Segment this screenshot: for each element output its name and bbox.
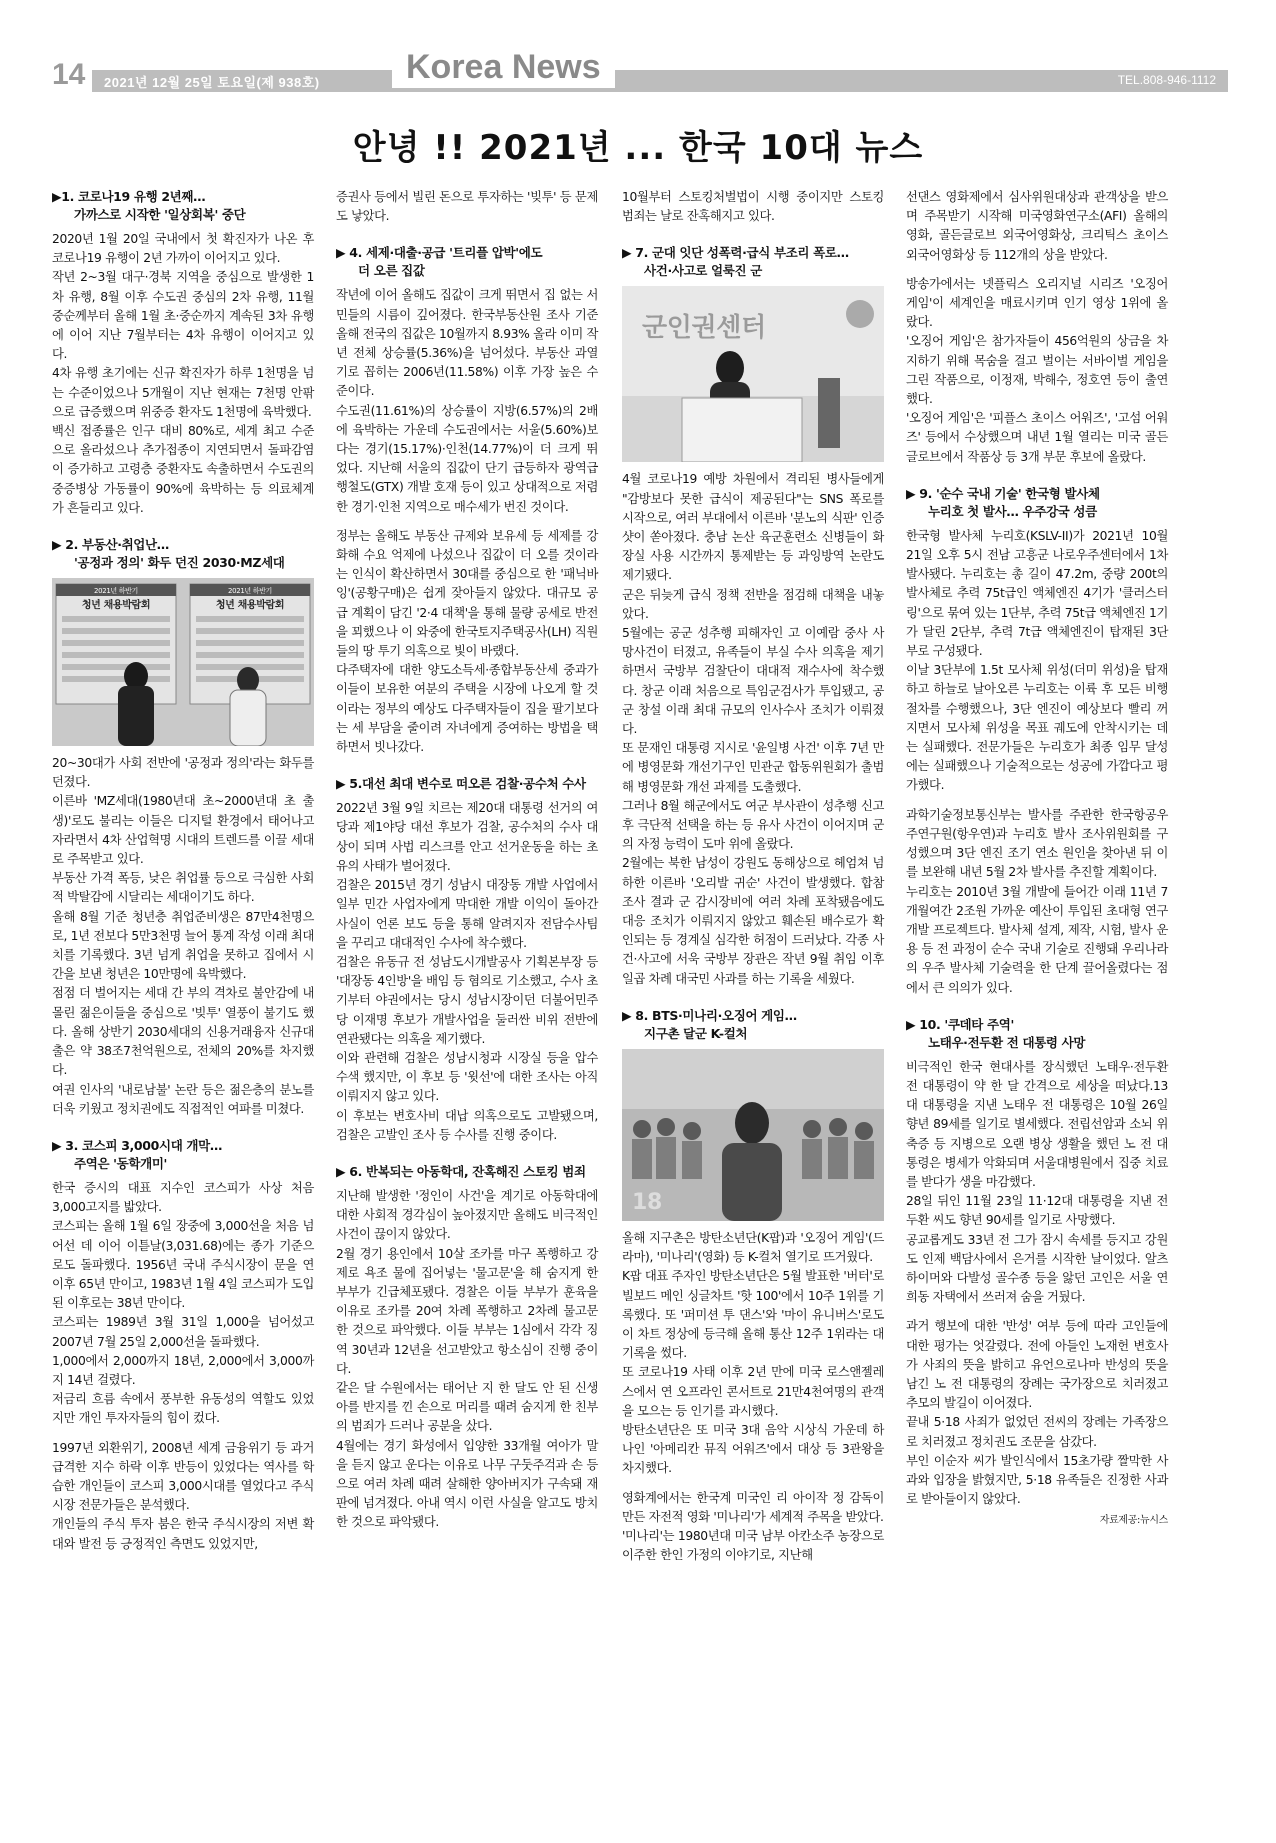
- paragraph: 누리호는 2010년 3월 개발에 들어간 이래 11년 7개월여간 2조원 가까운 예산이 투입된 초대형 연구개발 프로젝트다. 발사체 설계, 제작, 시험, 발사 운용 등 전 과정이 순수 국내 기술로 진행돼 우리나라의 우주 발사체 기술력을 한 단계 끌어올렸다는 점에서 큰 의의가 있다.: [906, 884, 1168, 995]
- paragraph: 개인들의 주식 투자 붐은 한국 주식시장의 저변 확대와 발전 등 긍정적인 측면도 있었지만,: [52, 1517, 314, 1551]
- paragraph: 방탄소년단은 또 미국 3대 음악 시상식 가운데 하나인 '아메리칸 뮤직 어워즈'에서 대상 등 3관왕을 차지했다.: [622, 1422, 884, 1476]
- paragraph: 1997년 외환위기, 2008년 세계 금융위기 등 과거 급격한 지수 하락 이후 반등이 있었다는 역사를 학습한 개인들이 코스피 3,000시대를 열었다고 주식시장 전문가들은 분석했다.: [52, 1440, 314, 1513]
- paragraph: 28일 뒤인 11월 23일 11·12대 대통령을 지낸 전두환 씨도 향년 90세를 일기로 사망했다.: [906, 1194, 1168, 1228]
- paragraph: 10월부터 스토킹처벌법이 시행 중이지만 스토킹 범죄는 날로 잔혹해지고 있다.: [622, 190, 884, 224]
- section-subtitle: 누리호 첫 발사… 우주강국 성큼: [928, 503, 1097, 519]
- section-title: [52, 1137, 314, 1173]
- phone-number: TEL.808-946-1112: [1117, 73, 1216, 87]
- paragraph: 정부는 올해도 부동산 규제와 보유세 등 세제를 강화해 수요 억제에 나섰으나 집값이 더 오를 것이라는 인식이 확산하면서 30대를 중심으로 한 '패닉바잉'(공황구매)은 쉽게 잦아들지 않았다. 대규모 공급 계획이 담긴 '2·4 대책'을 통해 물량 공세로 반전을 꾀했으나 이 와중에 한국토지주택공사(LH) 직원들의 땅 투기 의혹으로 빛이 바랬다.: [336, 528, 598, 659]
- player-number: 18: [632, 1189, 662, 1215]
- paragraph: 20~30대가 사회 전반에 '공정과 정의'라는 화두를 던졌다.: [52, 756, 314, 790]
- paragraph: 작년에 이어 올해도 집값이 크게 뛰면서 집 없는 서민들의 시름이 깊어졌다. 한국부동산원 조사 기준 올해 전국의 집값은 10월까지 8.93% 올라 이미 작년 전체 상승률(5.36%)을 넘어섰다. 부동산 과열기로 꼽히는 2006년(11.58%) 이후 가장 높은 수준이다.: [336, 288, 598, 399]
- sign-left: 청년 채용박람회: [81, 600, 151, 612]
- paragraph: K팝 대표 주자인 방탄소년단은 5월 발표한 '버터'로 빌보드 메인 싱글차트 '핫 100'에서 10주 1위를 기록했다. 또 '퍼미션 투 댄스'와 '마이 유니버스'로도 이 차트 정상에 등극해 올해 통산 12주 1위라는 대기록을 썼다.: [622, 1269, 884, 1361]
- paragraph: 한국 증시의 대표 지수인 코스피가 사상 처음 3,000고지를 밟았다.: [52, 1180, 314, 1215]
- section-title-text: ▶ 7. 군대 잇단 성폭력·급식 부조리 폭로…: [622, 245, 849, 261]
- paragraph: 끝내 5·18 사죄가 없었던 전씨의 장례는 가족장으로 치러졌고 정치권도 조문을 삼갔다.: [906, 1415, 1168, 1449]
- paragraph: 다주택자에 대한 양도소득세·종합부동산세 중과가 이들이 보유한 여분의 주택을 시장에 나오게 할 것이라는 정부의 예상도 다주택자들이 집을 팔기보다는 세 부담을 줄이려 자녀에게 증여하는 방법을 택하면서 빗나갔다.: [336, 663, 598, 755]
- paragraph: 4월에는 경기 화성에서 입양한 33개월 여아가 말을 듣지 않고 운다는 이유로 나무 구둣주걱과 손 등으로 여러 차례 때려 살해한 양아버지가 구속돼 재판에 넘겨졌다. 아내 역시 이런 사실을 알고도 방치한 것으로 파악됐다.: [336, 1438, 598, 1530]
- sign-right: 청년 채용박람회: [215, 600, 285, 612]
- page-number: 14: [52, 58, 86, 91]
- section-title-text: ▶ 9. '순수 국내 기술' 한국형 발사체: [906, 485, 1100, 501]
- section-subtitle: 더 오른 집값: [358, 263, 425, 279]
- section-title: [52, 536, 314, 572]
- paragraph: 2월 경기 용인에서 10살 조카를 마구 폭행하고 강제로 욕조 물에 집어넣는 '물고문'을 해 숨지게 한 부부가 긴급체포됐다. 경찰은 이들 부부가 훈육을 이유로 조카를 20여 차례 폭행하고 2차례 물고문한 것으로 파악했다. 이들 부부는 1심에서 각각 징역 30년과 12년을 선고받았고 항소심이 진행 중이다.: [336, 1246, 598, 1376]
- paragraph: 4차 유행 초기에는 신규 확진자가 하루 1천명을 넘는 수준이었으나 5개월이 지난 현재는 7천명 안팎으로 급증했으며 위중증 환자도 1천명에 육박했다.: [52, 366, 314, 419]
- column-2: [336, 188, 598, 1533]
- paragraph: 점점 더 벌어지는 세대 간 부의 격차로 불안감에 내몰린 젊은이들을 중심으로 '빚투' 열풍이 불기도 했다. 올해 상반기 2030세대의 신용거래융자 신규대출은 약 38조7천억원으로, 전체의 20%를 차지했다.: [52, 986, 314, 1078]
- paragraph: 과학기술정보통신부는 발사를 주관한 한국항공우주연구원(항우연)과 누리호 발사 조사위원회를 구성했으며 3단 엔진 조기 연소 원인을 찾아낸 뒤 이를 보완해 내년 5월 2차 발사를 추진할 계획이다.: [906, 807, 1168, 880]
- paragraph: 이 후보는 변호사비 대납 의혹으로도 고발됐으며, 검찰은 고발인 조사 등 수사를 진행 중이다.: [336, 1108, 598, 1142]
- paragraph: 비극적인 한국 현대사를 장식했던 노태우·전두환 전 대통령이 약 한 달 간격으로 세상을 떠났다.13대 대통령을 지낸 노태우 전 대통령은 10월 26일 향년 89세를 일기로 별세했다. 전립선암과 소뇌 위축증 등 지병으로 오랜 병상 생활을 했던 노 전 대통령은 병세가 악화되며 서울대병원에서 집중 치료를 받다가 생을 마감했다.: [906, 1059, 1168, 1189]
- paragraph: 올해 지구촌은 방탄소년단(K팝)과 '오징어 게임'(드라마), '미나리'(영화) 등 K-컬처 열기로 뜨거웠다.: [622, 1230, 884, 1265]
- paragraph: 군은 뒤늦게 급식 정책 전반을 점검해 대책을 내놓았다.: [622, 587, 884, 621]
- column-4: [906, 188, 1168, 1531]
- wall-text: 군인권센터: [642, 313, 766, 344]
- column-3: [622, 188, 884, 1565]
- paragraph: 선댄스 영화제에서 심사위원대상과 관객상을 받으며 주목받기 시작해 미국영화연구소(AFI) 올해의 영화, 골든글로브 외국어영화상, 크리틱스 초이스 외국어영화상 등 112개의 상을 받았다.: [906, 190, 1168, 262]
- paragraph: 또 문재인 대통령 지시로 '윤일병 사건' 이후 7년 만에 병영문화 개선기구인 민관군 합동위원회가 출범해 병영문화 개선 과제를 도출했다.: [622, 741, 884, 794]
- section-subtitle: 주역은 '동학개미': [74, 1155, 168, 1171]
- header-bar: [92, 70, 1228, 92]
- section-title: [336, 775, 598, 793]
- paragraph: 코스피는 1989년 3월 31일 1,000을 넘어섰고 2007년 7월 25일 2,000선을 돌파했다.: [52, 1315, 314, 1349]
- section-title: [906, 1016, 1168, 1052]
- section-title-text: ▶ 6. 반복되는 아동학대, 잔혹해진 스토킹 범죄: [336, 1163, 586, 1179]
- press-conference-photo: [622, 286, 884, 462]
- issue-date: 2021년 12월 25일 토요일(제 938호): [104, 75, 320, 90]
- banner-left: 2021년 하반기: [94, 587, 138, 596]
- section-title-text: ▶ 8. BTS·미나리·오징어 게임…: [622, 1007, 797, 1023]
- section-title: [336, 244, 598, 280]
- job-fair-photo: [52, 578, 314, 746]
- section-title: [906, 485, 1168, 521]
- paragraph: 검찰은 유동규 전 성남도시개발공사 기획본부장 등 '대장동 4인방'을 배임 등 혐의로 기소했고, 수사 초기부터 야권에서는 당시 성남시장이던 더불어민주당 이재명 후보가 개발사업을 둘러싼 비위 전반에 연관됐다는 의혹을 제기했다.: [336, 954, 598, 1046]
- paragraph: 5월에는 공군 성추행 피해자인 고 이예람 중사 사망사건이 터졌고, 유족들이 부실 수사 의혹을 제기하면서 국방부 검찰단이 대대적 재수사에 착수했다. 창군 이래 처음으로 특임군검사가 투입됐고, 공군 창설 이래 최대 규모의 인사수사 조치가 이뤄졌다.: [622, 626, 884, 737]
- section-title: [622, 1007, 884, 1043]
- source-credit: 자료제공:뉴시스: [1099, 1515, 1168, 1527]
- paragraph: '미나리'는 1980년대 미국 남부 아칸소주 농장으로 이주한 한인 가정의 이야기로, 지난해: [622, 1528, 884, 1563]
- section-title-text: ▶ 5.대선 최대 변수로 떠오른 검찰·공수처 수사: [336, 776, 586, 792]
- paragraph: 증권사 등에서 빌린 돈으로 투자하는 '빚투' 등 문제도 낳았다.: [336, 190, 598, 224]
- page-headline: 안녕 !! 2021년 ... 한국 10대 뉴스: [352, 128, 924, 168]
- section-title-text: ▶1. 코로나19 유행 2년째…: [52, 189, 206, 204]
- paragraph: 이날 3단부에 1.5t 모사체 위성(더미 위성)을 탑재하고 하늘로 날아오른 누리호는 이륙 후 모든 비행 절차를 수행했으나, 3단 엔진이 예상보다 빨리 꺼지면서 모사체 위성을 목표 궤도에 안착시키는 데는 실패했다. 전문가들은 누리호가 최종 임무 달성에는 실패했으나 기술적으로는 성공에 가깝다고 평가했다.: [906, 663, 1168, 793]
- paragraph: 2020년 1월 20일 국내에서 첫 확진자가 나온 후 코로나19 유행이 2년 가까이 이어지고 있다.: [52, 232, 314, 266]
- section-subtitle: 지구촌 달군 K-컬처: [644, 1025, 748, 1041]
- section-title: [52, 188, 314, 224]
- paragraph: 한국형 발사체 누리호(KSLV-II)가 2021년 10월 21일 오후 5시 전남 고흥군 나로우주센터에서 1차 발사됐다. 누리호는 총 길이 47.2m, 중량 200t의 발사체로 추력 75t급인 액체엔진 4기가 '클러스터링'으로 묶여 있는 1단부, 추력 75t급 액체엔진 1기가 달린 2단부, 추력 7t급 액체엔진이 탑재된 3단부로 구성됐다.: [906, 528, 1168, 659]
- paragraph: 작년 2~3월 대구·경북 지역을 중심으로 발생한 1차 유행, 8월 이후 수도권 중심의 2차 유행, 11월 중순께부터 올해 1월 초·중순까지 계속된 3차 유행에 이어 지난 7월부터는 4차 유행이 이어지고 있다.: [52, 270, 314, 362]
- paragraph: 1,000에서 2,000까지 18년, 2,000에서 3,000까지 14년 걸렸다.: [52, 1353, 314, 1387]
- paragraph: 백신 접종률은 인구 대비 80%로, 세계 최고 수준으로 올라섰으나 추가접종이 지연되면서 돌파감염이 증가하고 고령층 중환자도 속출하면서 수도권의 중증병상 가동률이 90%에 육박하는 등 의료체계가 흔들리고 있다.: [52, 424, 314, 515]
- paragraph: 여권 인사의 '내로남불' 논란 등은 젊은층의 분노를 더욱 키웠고 정치권에도 직접적인 여파를 미쳤다.: [52, 1082, 314, 1116]
- section-title: [336, 1163, 598, 1181]
- newspaper-name: Korea News: [392, 48, 615, 88]
- section-title: [622, 244, 884, 280]
- paragraph: 또 코로나19 사태 이후 2년 만에 미국 로스앤젤레스에서 연 오프라인 콘서트로 21만4천여명의 관객을 모으는 등 인기를 과시했다.: [622, 1365, 884, 1418]
- paragraph: 방송가에서는 넷플릭스 오리지널 시리즈 '오징어 게임'이 세계인을 매료시키며 인기 영상 1위에 올랐다.: [906, 276, 1168, 330]
- paragraph: 영화계에서는 한국계 미국인 리 아이작 정 감독이 만든 자전적 영화 '미나리'가 세계적 주목을 받았다.: [622, 1490, 884, 1524]
- paragraph: 코스피는 올해 1월 6일 장중에 3,000선을 처음 넘어선 데 이어 이튿날(3,031.68)에는 종가 기준으로도 돌파했다. 1956년 국내 주식시장이 문을 연 이후 65년 만이고, 1983년 1월 4일 코스피가 도입된 이후로는 38년 만이다.: [52, 1219, 314, 1311]
- section-subtitle: 사건·사고로 얼룩진 군: [644, 263, 762, 279]
- page-header: [52, 48, 1228, 96]
- section-subtitle: 노태우·전두환 전 대통령 사망: [928, 1034, 1086, 1050]
- paragraph: 4월 코로나19 예방 차원에서 격리된 병사들에게 "감방보다 못한 급식이 제공된다"는 SNS 폭로를 시작으로, 여러 부대에서 이른바 '분노의 식판' 인증샷이 쏟아졌다. 충남 논산 육군훈련소 신병들이 화장실 사용 시간까지 통제받는 등 과잉방역 논란도 제기됐다.: [622, 472, 884, 583]
- paragraph: 공교롭게도 33년 전 그가 잠시 속세를 등지고 강원도 인제 백담사에서 은거를 시작한 날이었다. 알츠하이머와 다발성 골수종 등을 앓던 고인은 서울 연희동 자택에서 쓰러져 숨을 거뒀다.: [906, 1232, 1168, 1305]
- paragraph: '오징어 게임'은 참가자들이 456억원의 상금을 차지하기 위해 목숨을 걸고 벌이는 서바이벌 게임을 그린 작품으로, 이정재, 박해수, 정호연 등이 출연했다.: [906, 334, 1168, 407]
- section-title-text: ▶ 4. 세제·대출·공급 '트리플 압박'에도: [336, 245, 543, 261]
- paragraph: 저금리 흐름 속에서 풍부한 유동성의 역할도 있었지만 개인 투자자들의 힘이 컸다.: [52, 1392, 314, 1426]
- column-1: [52, 188, 314, 1554]
- paragraph: 2022년 3월 9일 치르는 제20대 대통령 선거의 여당과 제1야당 대선 후보가 검찰, 공수처의 수사 대상이 되며 사법 리스크를 안고 선거운동을 하는 초유의 사태가 벌어졌다.: [336, 801, 598, 873]
- paragraph: 지난해 발생한 '정인이 사건'을 계기로 아동학대에 대한 사회적 경각심이 높아졌지만 올해도 비극적인 사건이 끊이지 않았다.: [336, 1188, 598, 1242]
- paragraph: 부인 이순자 씨가 발인식에서 15초가량 짤막한 사과와 입장을 밝혔지만, 5·18 유족들은 진정한 사과로 받아들이지 않았다.: [906, 1453, 1168, 1507]
- paragraph: 부동산 가격 폭등, 낮은 취업률 등으로 극심한 사회적 박탈감에 시달리는 세대이기도 하다.: [52, 871, 314, 905]
- paragraph: 이와 관련해 검찰은 성남시청과 시장실 등을 압수수색 했지만, 이 후보 등 '윗선'에 대한 조사는 아직 이뤄지지 않고 있다.: [336, 1050, 598, 1104]
- section-subtitle: 가까스로 시작한 '일상회복' 중단: [74, 207, 246, 222]
- paragraph: 이른바 'MZ세대(1980년대 초~2000년대 초 출생)'로도 불리는 이들은 디지털 환경에서 태어나고 자라면서 4차 산업혁명 시대의 트렌드를 이끌 세대로 주목받고 있다.: [52, 794, 314, 867]
- paragraph: 올해 8월 기준 청년층 취업준비생은 87만4천명으로, 1년 전보다 5만3천명 늘어 통계 작성 이래 최대치를 기록했다. 3년 넘게 취업을 못하고 집에서 시간을 보낸 청년은 10만명에 육박했다.: [52, 909, 314, 982]
- section-title-text: ▶ 10. '쿠데타 주역': [906, 1016, 1014, 1032]
- paragraph: 검찰은 2015년 경기 성남시 대장동 개발 사업에서 일부 민간 사업자에게 막대한 개발 이익이 돌아간 사실이 언론 보도 등을 통해 알려지자 전담수사팀을 꾸리고 대대적인 수사에 착수했다.: [336, 878, 598, 950]
- squid-game-photo: [622, 1049, 884, 1221]
- paragraph: '오징어 게임'은 '피플스 초이스 어워즈', '고섬 어워즈' 등에서 수상했으며 내년 1월 열리는 미국 골든글로브에서 작품상 등 3개 부문 후보에 올랐다.: [906, 411, 1168, 464]
- banner-right: 2021년 하반기: [228, 587, 272, 596]
- paragraph: 같은 달 수원에서는 태어난 지 한 달도 안 된 신생아를 반지를 낀 손으로 머리를 때려 숨지게 한 친부의 범죄가 드러나 공분을 샀다.: [336, 1380, 598, 1434]
- section-title-text: ▶ 2. 부동산·취업난…: [52, 537, 169, 553]
- paragraph: 2월에는 북한 남성이 강원도 동해상으로 헤엄쳐 넘하한 이른바 '오리발 귀순' 사건이 발생했다. 합참 조사 결과 군 감시장비에 여러 차례 포착됐음에도 대응 조치가 이뤄지지 않았고 훼손된 배수로가 확인되는 등 경계실 심각한 허점이 드러났다. 각종 사건·사고에 서욱 국방부 장관은 작년 9월 취임 이후 일곱 차례 대국민 사과를 하는 기록을 세웠다.: [622, 856, 884, 986]
- paragraph: 과거 행보에 대한 '반성' 여부 등에 따라 고인들에 대한 평가는 엇갈렸다. 전에 아들인 노재헌 변호사가 사죄의 뜻을 밝히고 유언으로나마 반성의 뜻을 남긴 노 전 대통령의 장례는 국가장으로 치러졌고 추모의 발길이 이어졌다.: [906, 1319, 1168, 1411]
- paragraph: 수도권(11.61%)의 상승률이 지방(6.57%)의 2배에 육박하는 가운데 수도권에서는 서울(5.60%)보다는 경기(15.17%)·인천(14.77%)이 더 크게 뛰었다. 지난해 서울의 집값이 단기 급등하자 광역급행철도(GTX) 개발 호재 등이 있고 상대적으로 저렴한 경기·인천 지역으로 매수세가 번진 것이다.: [336, 403, 598, 514]
- section-subtitle: '공정과 정의' 화두 던진 2030·MZ세대: [74, 555, 285, 571]
- paragraph: 그러나 8월 해군에서도 여군 부사관이 성추행 신고 후 극단적 선택을 하는 등 유사 사건이 이어지며 군의 자정 능력이 도마 위에 올랐다.: [622, 798, 884, 852]
- section-title-text: ▶ 3. 코스피 3,000시대 개막…: [52, 1137, 223, 1153]
